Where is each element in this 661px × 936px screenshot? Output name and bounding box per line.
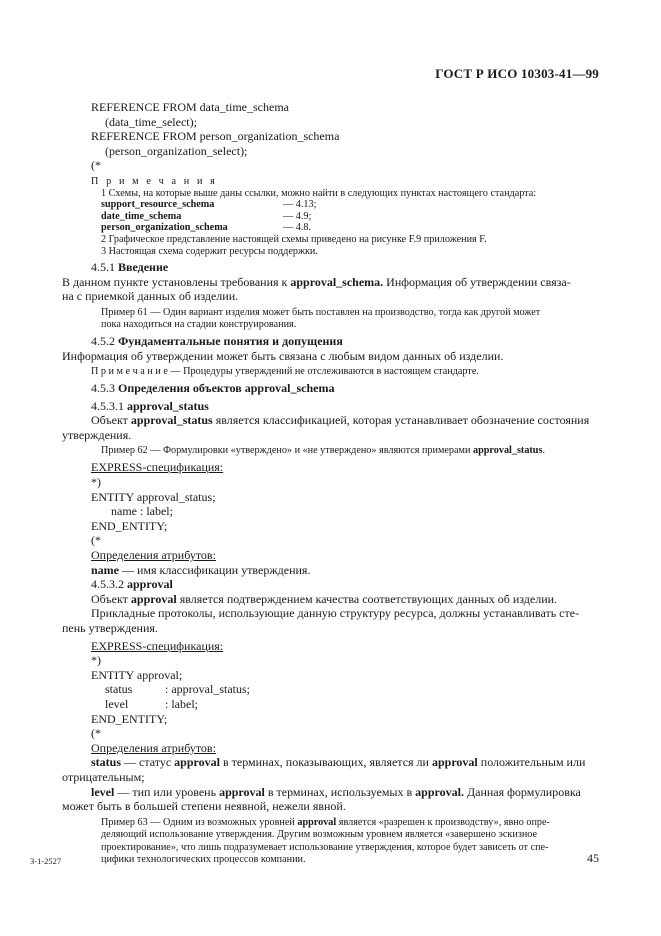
attribute-definition: name — имя классификации утверждения. bbox=[91, 562, 311, 577]
schema-row bbox=[101, 211, 599, 223]
code-line: name : label; bbox=[111, 504, 173, 519]
section-heading-4-5-1: 4.5.1 Введение bbox=[91, 260, 169, 275]
code-line: (* bbox=[91, 158, 101, 173]
example-61-cont: пока находиться на стадии конструирования. bbox=[101, 318, 297, 330]
attribute-definitions-label: Определения атрибутов: bbox=[91, 740, 216, 755]
code-line: REFERENCE FROM person_organization_schema bbox=[91, 129, 340, 144]
page-content bbox=[62, 100, 599, 867]
attribute-definition-cont: отрицательным; bbox=[62, 769, 145, 784]
code-line: (* bbox=[91, 726, 101, 741]
paragraph: В данном пункте установлены требования к approval_schema. Информация об утверждении связа- bbox=[62, 274, 571, 289]
attribute-definition: level — тип или уровень approval в терминах, используемых в approval. Данная формулировка bbox=[91, 784, 581, 799]
entity-attribute-row bbox=[91, 682, 599, 697]
paragraph: Прикладные протоколы, использующие данную структуру ресурса, должны устанавливать сте- bbox=[91, 606, 580, 621]
code-line: (person_organization_select); bbox=[105, 143, 248, 158]
print-code: 3-1-2527 bbox=[30, 856, 62, 866]
schema-name: date_time_schema bbox=[101, 210, 182, 222]
code-line: REFERENCE FROM data_time_schema bbox=[91, 100, 289, 114]
schema-name: support_resource_schema bbox=[101, 199, 215, 211]
example-63-cont: цифики технологических процессов компании. bbox=[101, 854, 306, 866]
attribute-name: level bbox=[105, 696, 129, 711]
schema-ref: — 4.8. bbox=[283, 222, 312, 234]
standard-header: ГОСТ Р ИСО 10303-41—99 bbox=[435, 66, 599, 81]
paragraph: Информация об утверждении может быть связана с любым видом данных об изделии. bbox=[62, 348, 504, 363]
example-63: Пример 63 — Одним из возможных уровней approval является «разрешен к производству», явно опре- bbox=[101, 816, 550, 828]
schema-row bbox=[101, 199, 599, 211]
attribute-definition: status — статус approval в терминах, показывающих, является ли approval положительным или bbox=[91, 755, 586, 770]
code-line: *) bbox=[91, 475, 101, 490]
page-number: 45 bbox=[587, 851, 599, 865]
schema-name: person_organization_schema bbox=[101, 222, 228, 234]
code-line: END_ENTITY; bbox=[91, 518, 168, 533]
paragraph: пень утверждения. bbox=[62, 621, 158, 635]
express-spec-label: EXPRESS-спецификация: bbox=[91, 638, 224, 653]
attribute-type: : approval_status; bbox=[165, 682, 250, 697]
attribute-name: status bbox=[105, 682, 133, 697]
note-2: 2 Графическое представление настоящей схемы приведено на рисунке F.9 приложения F. bbox=[101, 233, 487, 245]
note-3: 3 Настоящая схема содержит ресурсы поддержки. bbox=[101, 245, 318, 257]
note-1: 1 Схемы, на которые выше даны ссылки, можно найти в следующих пунктах настоящего стандарта: bbox=[101, 187, 537, 199]
example-61: Пример 61 — Один вариант изделия может быть поставлен на производство, тогда как другой может bbox=[101, 306, 541, 318]
example-62: Пример 62 — Формулировки «утверждено» и «не утверждено» являются примерами approval_status. bbox=[101, 445, 545, 457]
example-63-cont: деляющий использование утверждения. Другим возможным уровнем является «завершено эскизное bbox=[101, 829, 538, 841]
code-line: ENTITY approval; bbox=[91, 667, 183, 682]
entity-attribute-row bbox=[91, 697, 599, 712]
section-heading-4-5-3-2: 4.5.3.2 approval bbox=[91, 577, 173, 592]
schema-list bbox=[91, 199, 599, 234]
paragraph: Объект approval_status является классификацией, которая устанавливает обозначение состояния bbox=[91, 413, 590, 428]
section-heading-4-5-3-1: 4.5.3.1 approval_status bbox=[91, 398, 209, 413]
attribute-definition-cont: может быть в большей степени неявной, нежели явной. bbox=[62, 799, 346, 814]
attribute-definitions-label: Определения атрибутов: bbox=[91, 548, 216, 563]
code-line: *) bbox=[91, 653, 101, 668]
express-spec-label: EXPRESS-спецификация: bbox=[91, 460, 224, 475]
attribute-type: : label; bbox=[165, 696, 198, 711]
code-line: (* bbox=[91, 533, 101, 548]
code-line: END_ENTITY; bbox=[91, 711, 168, 726]
code-line: ENTITY approval_status; bbox=[91, 489, 216, 504]
schema-ref: — 4.9; bbox=[283, 210, 312, 222]
section-heading-4-5-3: 4.5.3 Определения объектов approval_schema bbox=[91, 381, 335, 396]
notes-title: П р и м е ч а н и я bbox=[91, 175, 218, 187]
paragraph: Объект approval является подтверждением качества соответствующих данных об изделии. bbox=[91, 591, 558, 606]
example-63-cont: проектирование», что лишь подразумевает использование утверждения, которое будет зависеть от спе- bbox=[101, 841, 549, 853]
schema-row bbox=[101, 222, 599, 234]
section-heading-4-5-2: 4.5.2 Фундаментальные понятия и допущения bbox=[91, 333, 343, 348]
note: П р и м е ч а н и е — Процедуры утверждений не отслеживаются в настоящем стандарте. bbox=[91, 366, 479, 378]
code-line: (data_time_select); bbox=[105, 114, 197, 129]
paragraph: утверждения. bbox=[62, 427, 132, 442]
schema-ref: — 4.13; bbox=[283, 199, 317, 211]
paragraph: на с приемкой данных об изделии. bbox=[62, 289, 239, 304]
